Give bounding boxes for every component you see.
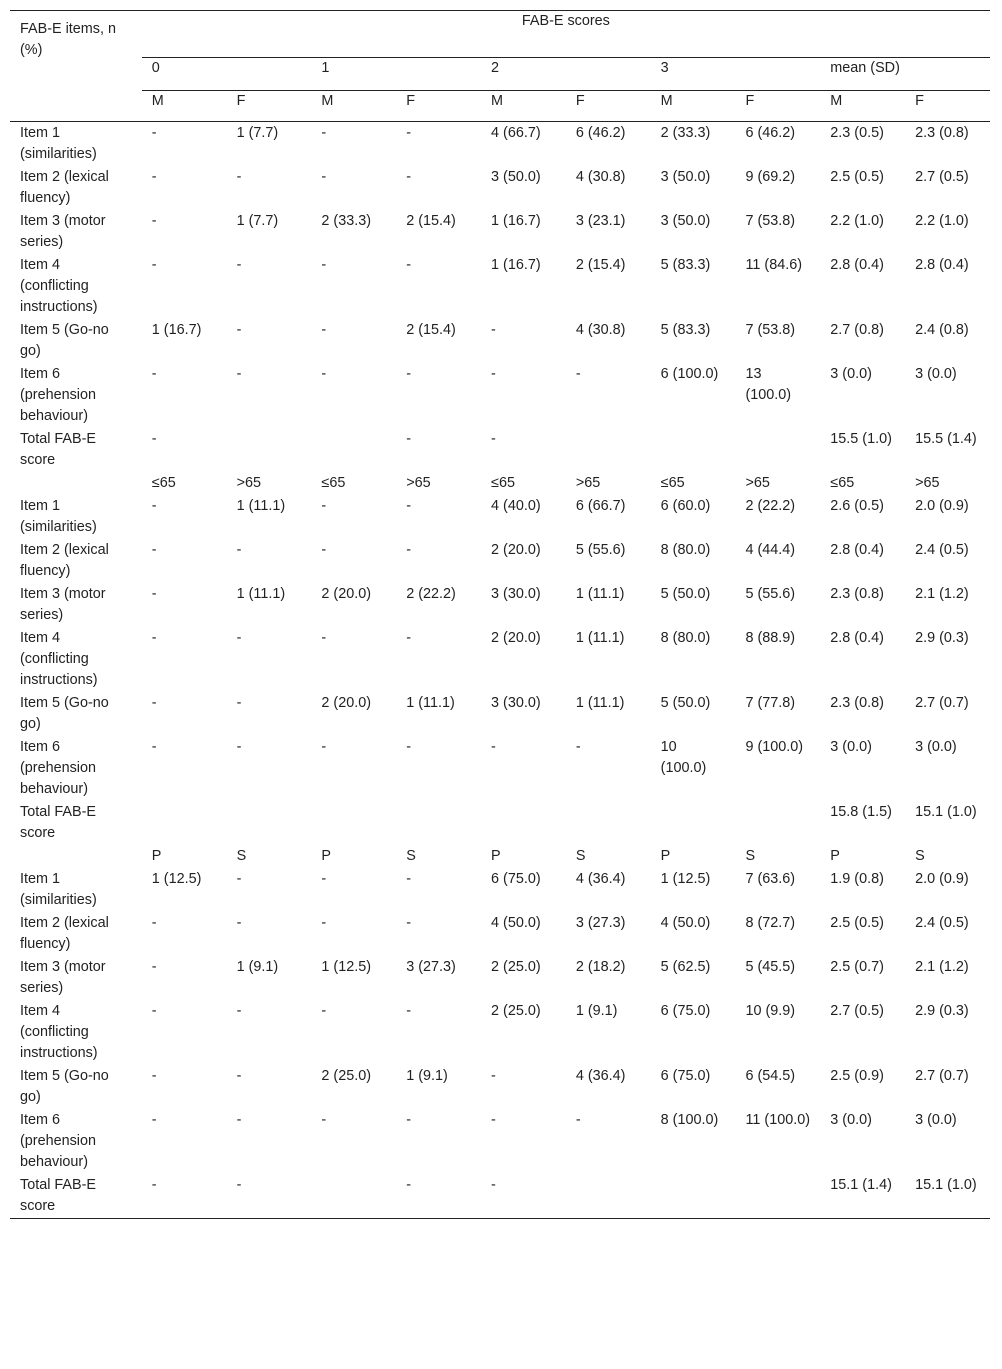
table-cell: 1 (12.5): [151, 871, 202, 887]
table-cell: -: [406, 498, 412, 514]
table-cell: -: [406, 125, 412, 141]
table-cell: 2.7 (0.8): [830, 322, 884, 338]
table-cell: 15.1 (1.4): [820, 1174, 905, 1219]
table-cell: -: [151, 1112, 157, 1128]
table-cell: 2.8 (0.4): [915, 257, 969, 273]
table-cell: 5 (83.3): [660, 322, 711, 338]
table-cell: 7 (77.8): [745, 695, 796, 711]
table-cell: 7 (53.8): [745, 322, 796, 338]
table-cell: [227, 801, 312, 845]
row-label: Item 1 (similarities): [20, 498, 97, 535]
table-row: [10, 472, 990, 495]
table-cell: 2.5 (0.7): [830, 959, 884, 975]
table-cell: S: [915, 848, 925, 864]
table-cell: -: [406, 630, 412, 646]
table-row: [10, 956, 990, 1000]
table-cell: -: [321, 257, 327, 273]
table-cell: 2 (25.0): [321, 1068, 372, 1084]
table-cell: 1 (11.1): [236, 586, 286, 602]
table-cell: 1 (9.1): [236, 959, 279, 975]
table-cell: 4 (30.8): [575, 322, 626, 338]
table-cell: ≤65: [491, 475, 515, 491]
row-label: Item 4 (conflicting instructions): [20, 257, 98, 315]
table-cell: -: [321, 871, 327, 887]
sub-header: F: [566, 91, 651, 122]
table-cell: -: [321, 322, 327, 338]
row-label: Item 1 (similarities): [20, 871, 97, 908]
table-cell: 2.9 (0.3): [915, 1003, 969, 1019]
table-cell: 10 (9.9): [745, 1003, 796, 1019]
table-cell: 3 (0.0): [915, 1112, 957, 1128]
table-cell: [651, 801, 736, 845]
table-cell: 8 (88.9): [745, 630, 796, 646]
row-label: Total FAB-E score: [10, 1174, 142, 1219]
table-cell: -: [236, 1068, 242, 1084]
table-cell: 8 (80.0): [660, 630, 711, 646]
table-cell: 3 (0.0): [915, 366, 957, 382]
table-cell: 4 (40.0): [491, 498, 541, 514]
table-cell: 3 (23.1): [575, 213, 626, 229]
table-cell: 2.3 (0.5): [830, 125, 884, 141]
table-cell: -: [321, 739, 327, 755]
table-cell: [735, 801, 820, 845]
table-cell: [311, 1174, 396, 1219]
table-cell: -: [236, 871, 242, 887]
table-cell: S: [575, 848, 586, 864]
table-cell: 2 (25.0): [491, 959, 541, 975]
table-cell: 4 (50.0): [491, 915, 541, 931]
table-row: [10, 692, 990, 736]
row-label: Item 5 (Go-no go): [20, 322, 109, 359]
table-cell: 2.4 (0.8): [915, 322, 969, 338]
table-cell: 4 (30.8): [575, 169, 626, 185]
table-cell: 5 (55.6): [745, 586, 796, 602]
sub-header: F: [227, 91, 312, 122]
score-level-header: 0: [142, 58, 312, 91]
sub-header: F: [396, 91, 481, 122]
table-row: [10, 363, 990, 428]
table-cell: -: [236, 915, 242, 931]
row-label: [10, 845, 142, 868]
table-cell: 6 (75.0): [491, 871, 541, 887]
table-cell: 6 (75.0): [660, 1068, 711, 1084]
table-cell: -: [151, 169, 157, 185]
table-cell: [566, 428, 651, 472]
table-cell: 5 (62.5): [660, 959, 711, 975]
header-row-sex: [10, 91, 990, 122]
table-cell: 1 (12.5): [660, 871, 711, 887]
sub-header: M: [481, 91, 566, 122]
table-cell: 2.5 (0.5): [830, 169, 884, 185]
table-cell: -: [151, 366, 157, 382]
table-cell: 1 (7.7): [236, 213, 279, 229]
table-cell: 6 (46.2): [575, 125, 626, 141]
table-cell: 1 (9.1): [406, 1068, 448, 1084]
table-cell: 2 (15.4): [406, 213, 456, 229]
table-cell: -: [151, 695, 157, 711]
table-cell: 2.4 (0.5): [915, 542, 969, 558]
table-cell: -: [321, 915, 327, 931]
table-cell: 5 (83.3): [660, 257, 711, 273]
table-cell: -: [236, 630, 242, 646]
table-cell: 1 (11.1): [575, 695, 625, 711]
row-label: Item 2 (lexical fluency): [20, 169, 109, 206]
table-cell: S: [406, 848, 416, 864]
table-cell: -: [406, 871, 412, 887]
table-cell: -: [151, 630, 157, 646]
row-label: Item 6 (prehension behaviour): [20, 739, 97, 797]
table-cell: 6 (46.2): [745, 125, 796, 141]
table-cell: -: [406, 739, 412, 755]
table-cell: 10 (100.0): [660, 739, 707, 776]
table-cell: -: [236, 322, 242, 338]
table-cell: 8 (100.0): [660, 1112, 719, 1128]
table-cell: 8 (72.7): [745, 915, 796, 931]
table-cell: >65: [406, 475, 431, 491]
table-cell: 2.7 (0.5): [830, 1003, 884, 1019]
table-cell: 7 (63.6): [745, 871, 796, 887]
table-row: [10, 1109, 990, 1174]
table-cell: 11 (84.6): [745, 257, 803, 273]
table-cell: 15.8 (1.5): [830, 804, 892, 820]
row-label: Item 6 (prehension behaviour): [20, 366, 97, 424]
scores-header: FAB-E scores: [142, 11, 990, 58]
table-cell: 2.5 (0.9): [830, 1068, 884, 1084]
table-cell: P: [151, 848, 162, 864]
row-label: Item 6 (prehension behaviour): [20, 1112, 97, 1170]
table-cell: 2.2 (1.0): [915, 213, 969, 229]
table-cell: ≤65: [321, 475, 346, 491]
score-level-header: 3: [651, 58, 821, 91]
table-cell: -: [151, 257, 157, 273]
table-cell: -: [151, 498, 157, 514]
table-cell: -: [406, 366, 412, 382]
table-row: [10, 166, 990, 210]
table-cell: 1 (16.7): [491, 257, 541, 273]
table-cell: >65: [575, 475, 601, 491]
table-cell: [566, 1174, 651, 1219]
sub-header: M: [311, 91, 396, 122]
table-cell: 2.7 (0.5): [915, 169, 969, 185]
row-label: Total FAB-E score: [20, 804, 96, 841]
table-cell: 2 (18.2): [575, 959, 626, 975]
table-cell: 2 (25.0): [491, 1003, 541, 1019]
table-cell: 3 (30.0): [491, 586, 541, 602]
table-cell: 2 (33.3): [321, 213, 372, 229]
row-label: Total FAB-E score: [20, 431, 96, 468]
table-cell: P: [830, 848, 840, 864]
row-label: Item 5 (Go-no go): [20, 1068, 109, 1105]
sub-header: F: [735, 91, 820, 122]
table-row: [10, 1065, 990, 1109]
table-cell: 1 (16.7): [491, 213, 541, 229]
table-cell: 4 (36.4): [575, 1068, 626, 1084]
table-cell: P: [660, 848, 671, 864]
table-row: [10, 319, 990, 363]
table-cell: 2.8 (0.4): [830, 542, 884, 558]
table-cell: 1 (16.7): [151, 322, 202, 338]
table-cell: 9 (69.2): [745, 169, 796, 185]
table-cell: 4 (44.4): [745, 542, 796, 558]
table-cell: 5 (50.0): [660, 695, 711, 711]
table-cell: 3 (0.0): [830, 739, 872, 755]
row-label: Item 1 (similarities): [20, 125, 97, 162]
table-cell: -: [406, 1003, 412, 1019]
table-cell: S: [236, 848, 247, 864]
table-cell: 5 (55.6): [575, 542, 626, 558]
table-cell: 2 (20.0): [491, 542, 541, 558]
sub-header: F: [905, 91, 990, 122]
item-column-header: FAB-E items, n (%): [10, 11, 142, 122]
table-cell: -: [151, 739, 157, 755]
table-cell: 3 (50.0): [491, 169, 541, 185]
table-cell: 15.1 (1.0): [915, 804, 977, 820]
table-cell: -: [491, 1068, 496, 1084]
table-cell: 1.9 (0.8): [830, 871, 884, 887]
table-cell: -: [321, 125, 327, 141]
table-cell: 15.5 (1.0): [830, 431, 892, 447]
table-cell: 6 (100.0): [660, 366, 719, 382]
table-row: [10, 428, 990, 472]
table-cell: 6 (60.0): [660, 498, 711, 514]
table-row: [10, 254, 990, 319]
table-cell: [227, 428, 312, 472]
table-cell: 2.8 (0.4): [830, 630, 884, 646]
table-cell: 3 (0.0): [915, 739, 957, 755]
table-cell: [311, 801, 396, 845]
table-row: [10, 495, 990, 539]
table-cell: -: [151, 125, 157, 141]
table-cell: >65: [236, 475, 262, 491]
table-cell: -: [151, 542, 157, 558]
table-cell: 1 (11.1): [406, 695, 455, 711]
table-cell: -: [227, 1174, 312, 1219]
table-cell: -: [575, 1112, 581, 1128]
table-cell: -: [236, 257, 242, 273]
table-cell: -: [396, 1174, 481, 1219]
table-cell: -: [575, 366, 581, 382]
table-cell: -: [321, 366, 327, 382]
table-cell: 15.1 (1.0): [905, 1174, 990, 1219]
table-cell: 2 (20.0): [321, 695, 372, 711]
table-cell: 5 (50.0): [660, 586, 711, 602]
table-cell: -: [236, 1112, 242, 1128]
table-cell: 1 (12.5): [321, 959, 372, 975]
table-cell: 2.5 (0.5): [830, 915, 884, 931]
table-cell: 13 (100.0): [745, 366, 792, 403]
table-cell: [142, 801, 227, 845]
table-cell: 6 (54.5): [745, 1068, 796, 1084]
table-row: [10, 627, 990, 692]
table-row: [10, 1174, 990, 1219]
table-cell: 2.0 (0.9): [915, 498, 969, 514]
table-cell: 2.1 (1.2): [915, 586, 969, 602]
table-cell: 2.0 (0.9): [915, 871, 969, 887]
table-cell: [311, 428, 396, 472]
table-cell: -: [142, 1174, 227, 1219]
table-cell: 2 (33.3): [660, 125, 711, 141]
table-cell: -: [236, 169, 242, 185]
table-cell: 2.7 (0.7): [915, 695, 969, 711]
table-cell: >65: [915, 475, 940, 491]
table-cell: P: [321, 848, 332, 864]
table-cell: -: [491, 1112, 496, 1128]
table-row: [10, 736, 990, 801]
table-cell: -: [481, 1174, 566, 1219]
table-cell: -: [151, 586, 157, 602]
table-cell: -: [236, 695, 242, 711]
table-cell: -: [236, 542, 242, 558]
table-cell: -: [151, 1003, 157, 1019]
table-row: [10, 912, 990, 956]
table-cell: 2.8 (0.4): [830, 257, 884, 273]
table-row: [10, 539, 990, 583]
table-cell: -: [321, 1112, 327, 1128]
sub-header: M: [820, 91, 905, 122]
table-cell: -: [236, 366, 242, 382]
table-cell: 4 (66.7): [491, 125, 541, 141]
table-cell: 6 (66.7): [575, 498, 626, 514]
table-cell: -: [406, 1112, 412, 1128]
table-cell: 3 (50.0): [660, 169, 711, 185]
table-row: [10, 210, 990, 254]
table-cell: -: [406, 431, 412, 447]
table-cell: -: [491, 366, 496, 382]
table-cell: 9 (100.0): [745, 739, 804, 755]
table-cell: 2 (20.0): [321, 586, 372, 602]
table-cell: P: [491, 848, 501, 864]
table-row: [10, 801, 990, 845]
table-cell: 5 (45.5): [745, 959, 796, 975]
table-cell: 2.9 (0.3): [915, 630, 969, 646]
row-label: Item 4 (conflicting instructions): [20, 630, 98, 688]
table-cell: -: [151, 431, 157, 447]
table-cell: -: [151, 915, 157, 931]
table-cell: [651, 1174, 736, 1219]
row-label: Item 2 (lexical fluency): [20, 542, 109, 579]
sub-header: M: [142, 91, 227, 122]
table-cell: 2.3 (0.8): [915, 125, 969, 141]
table-cell: 2.6 (0.5): [830, 498, 884, 514]
table-cell: 3 (30.0): [491, 695, 541, 711]
table-row: [10, 1000, 990, 1065]
sub-header: M: [651, 91, 736, 122]
table-cell: 2 (22.2): [406, 586, 456, 602]
table-cell: 3 (27.3): [406, 959, 456, 975]
table-header: [10, 11, 990, 122]
table-cell: ≤65: [151, 475, 176, 491]
table-cell: -: [236, 1003, 242, 1019]
score-level-header: mean (SD): [820, 58, 990, 91]
table-cell: ≤65: [830, 475, 855, 491]
table-cell: 2.2 (1.0): [830, 213, 884, 229]
row-label: Item 2 (lexical fluency): [20, 915, 109, 952]
table-cell: -: [151, 959, 157, 975]
table-cell: 3 (0.0): [830, 1112, 872, 1128]
row-label: Item 3 (motor series): [20, 213, 106, 250]
table-cell: -: [491, 322, 496, 338]
table-row: [10, 122, 990, 167]
table-cell: 2.4 (0.5): [915, 915, 969, 931]
table-cell: 11 (100.0): [745, 1112, 811, 1128]
table-cell: 7 (53.8): [745, 213, 796, 229]
table-cell: -: [406, 169, 412, 185]
table-cell: -: [406, 257, 412, 273]
row-label: Item 3 (motor series): [20, 586, 106, 623]
header-row-score-levels: [10, 58, 990, 91]
table-cell: 8 (80.0): [660, 542, 711, 558]
table-cell: -: [575, 739, 581, 755]
row-label: Item 5 (Go-no go): [20, 695, 109, 732]
row-label: Item 3 (motor series): [20, 959, 106, 996]
table-cell: -: [406, 915, 412, 931]
table-cell: 3 (50.0): [660, 213, 711, 229]
table-cell: -: [321, 169, 327, 185]
table-cell: 2 (22.2): [745, 498, 796, 514]
table-cell: 1 (9.1): [575, 1003, 618, 1019]
score-level-header: 2: [481, 58, 651, 91]
table-cell: 4 (50.0): [660, 915, 711, 931]
table-cell: -: [491, 739, 496, 755]
fab-e-scores-table: [10, 10, 990, 1219]
table-cell: 2 (15.4): [406, 322, 456, 338]
table-cell: -: [151, 1068, 157, 1084]
table-cell: [481, 801, 566, 845]
score-level-header: 1: [311, 58, 481, 91]
table-cell: [735, 1174, 820, 1219]
row-label: [10, 472, 142, 495]
table-cell: 15.5 (1.4): [915, 431, 977, 447]
table-cell: -: [321, 498, 327, 514]
table-cell: 3 (27.3): [575, 915, 626, 931]
row-label: Item 4 (conflicting instructions): [20, 1003, 98, 1061]
table-cell: 2 (20.0): [491, 630, 541, 646]
table-cell: 3 (0.0): [830, 366, 872, 382]
table-cell: ≤65: [660, 475, 685, 491]
table-row: [10, 845, 990, 868]
table-body: [10, 122, 990, 1219]
table-cell: 2.3 (0.8): [830, 695, 884, 711]
table-cell: 4 (36.4): [575, 871, 626, 887]
table-cell: >65: [745, 475, 770, 491]
table-cell: -: [151, 213, 157, 229]
table-cell: -: [491, 431, 496, 447]
table-cell: 2.3 (0.8): [830, 586, 884, 602]
table-cell: 1 (7.7): [236, 125, 279, 141]
table-cell: 2.1 (1.2): [915, 959, 969, 975]
table-cell: [566, 801, 651, 845]
table-cell: [651, 428, 736, 472]
table-cell: 1 (11.1): [236, 498, 286, 514]
table-cell: [735, 428, 820, 472]
table-cell: 6 (75.0): [660, 1003, 711, 1019]
table-cell: 1 (11.1): [575, 586, 625, 602]
table-cell: -: [321, 542, 327, 558]
table-cell: 2 (15.4): [575, 257, 626, 273]
table-cell: -: [321, 630, 327, 646]
table-cell: -: [406, 542, 412, 558]
table-row: [10, 583, 990, 627]
table-cell: 1 (11.1): [575, 630, 625, 646]
table-row: [10, 868, 990, 912]
table-cell: [396, 801, 481, 845]
table-cell: -: [321, 1003, 327, 1019]
table-cell: 2.7 (0.7): [915, 1068, 969, 1084]
table-cell: -: [236, 739, 242, 755]
header-row-title: [10, 11, 990, 58]
table-cell: S: [745, 848, 756, 864]
